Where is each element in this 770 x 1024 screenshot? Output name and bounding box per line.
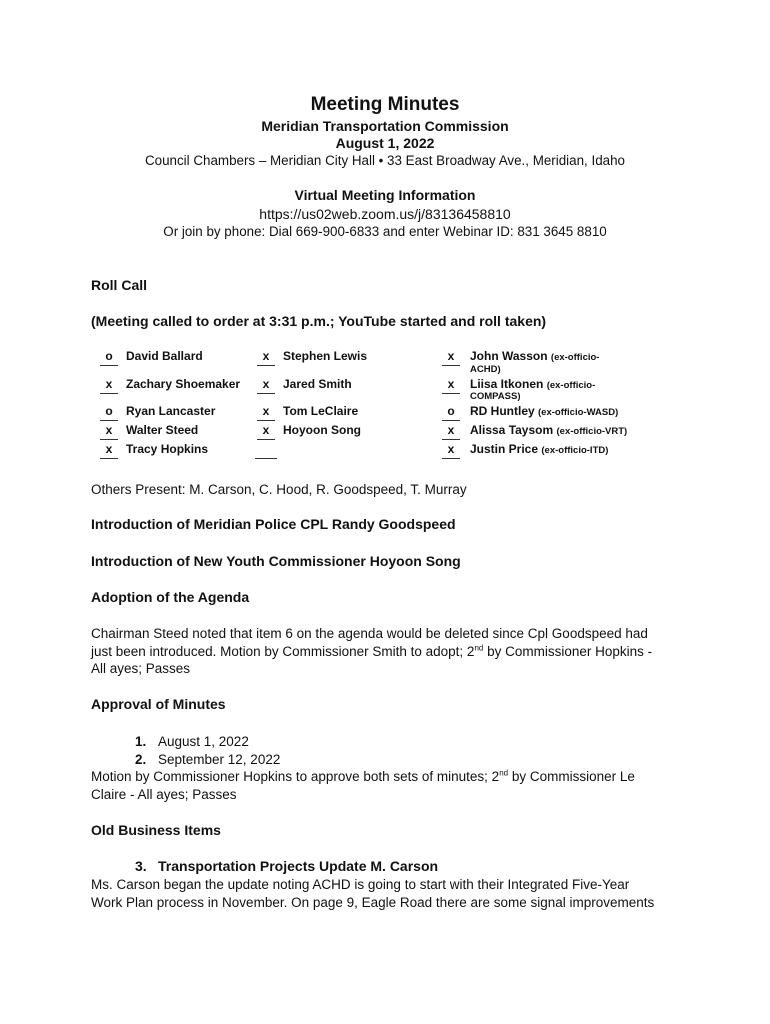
attendance-mark: x <box>442 422 460 440</box>
virtual-meeting-heading: Virtual Meeting Information <box>294 187 476 203</box>
document-header <box>0 92 770 240</box>
text-line: Motion by Commissioner Hopkins to approve both sets of minutes; 2nd by Commissioner Le <box>91 768 635 784</box>
item3-heading: 3. Transportation Projects Update M. Carson <box>135 858 439 874</box>
member-name: Alissa Taysom (ex-officio-VRT) <box>470 423 628 437</box>
old-business-heading: Old Business Items <box>91 822 221 838</box>
attendance-mark: x <box>100 376 118 394</box>
text-line: Claire - All ayes; Passes <box>91 786 237 802</box>
text-line: Ms. Carson began the update noting ACHD is going to start with their Integrated Five-Year <box>91 877 630 892</box>
intro-youth-heading: Introduction of New Youth Commissioner Hoyoon Song <box>91 553 461 569</box>
member-name: Jared Smith <box>283 377 352 391</box>
member-name: John Wasson (ex-officio- <box>470 349 600 363</box>
member-name: Tracy Hopkins <box>126 442 209 456</box>
minutes-motion <box>91 768 711 803</box>
meeting-location: Council Chambers – Meridian City Hall • 33 East Broadway Ave., Meridian, Idaho <box>144 153 626 168</box>
text-line: Work Plan process in November. On page 9, Eagle Road there are some signal improvements <box>91 894 655 910</box>
others-present: Others Present: M. Carson, C. Hood, R. Goodspeed, T. Murray <box>91 482 467 497</box>
attendance-mark: x <box>100 422 118 440</box>
attendance-mark: x <box>257 348 275 366</box>
organization-name: Meridian Transportation Commission <box>261 118 509 134</box>
member-name: Zachary Shoemaker <box>126 377 241 391</box>
list-item: 1. August 1, 2022 <box>135 734 249 749</box>
attendance-mark: x <box>442 376 460 394</box>
roll-call-heading: Roll Call <box>91 277 148 293</box>
member-name: Liisa Itkonen (ex-officio- <box>470 377 596 391</box>
member-name: RD Huntley (ex-officio-WASD) <box>470 404 619 418</box>
member-name: Justin Price (ex-officio-ITD) <box>470 442 609 456</box>
member-name: David Ballard <box>126 349 203 363</box>
member-name: Stephen Lewis <box>283 349 368 363</box>
member-name: Tom LeClaire <box>283 404 359 418</box>
attendance-mark: x <box>100 441 118 459</box>
attendance-mark: x <box>257 422 275 440</box>
member-affiliation-cont: ACHD) <box>470 364 501 375</box>
attendance-mark: x <box>442 348 460 366</box>
attendance-blank <box>255 441 277 459</box>
member-name: Hoyoon Song <box>283 423 361 437</box>
text-line: just been introduced. Motion by Commissioner Smith to adopt; 2nd by Commissioner Hopkins - <box>91 643 653 659</box>
attendance-mark: o <box>100 348 118 366</box>
member-affiliation-cont: COMPASS) <box>470 391 521 402</box>
text-line: All ayes; Passes <box>91 661 191 676</box>
called-to-order: (Meeting called to order at 3:31 p.m.; YouTube started and roll taken) <box>91 313 547 329</box>
attendance-mark: x <box>442 441 460 459</box>
list-item: 2. September 12, 2022 <box>135 751 281 767</box>
member-name: Ryan Lancaster <box>126 404 216 418</box>
attendance-mark: o <box>100 403 118 421</box>
minutes-list <box>135 733 280 768</box>
attendance-mark: x <box>257 376 275 394</box>
adoption-paragraph <box>91 625 691 678</box>
member-name: Walter Steed <box>126 423 199 437</box>
item3-paragraph <box>91 876 711 911</box>
meeting-date: August 1, 2022 <box>335 135 435 151</box>
text-line: Chairman Steed noted that item 6 on the agenda would be deleted since Cpl Goodspeed had <box>91 626 648 641</box>
zoom-link[interactable]: https://us02web.zoom.us/j/83136458810 <box>259 206 511 222</box>
phone-info: Or join by phone: Dial 669-900-6833 and enter Webinar ID: 831 3645 8810 <box>163 224 607 239</box>
attendance-mark: x <box>257 403 275 421</box>
intro-police-heading: Introduction of Meridian Police CPL Randy Goodspeed <box>91 516 456 532</box>
page-title: Meeting Minutes <box>310 94 460 115</box>
minutes-heading: Approval of Minutes <box>91 696 226 712</box>
attendance-mark: o <box>442 403 460 421</box>
adoption-heading: Adoption of the Agenda <box>91 589 250 605</box>
